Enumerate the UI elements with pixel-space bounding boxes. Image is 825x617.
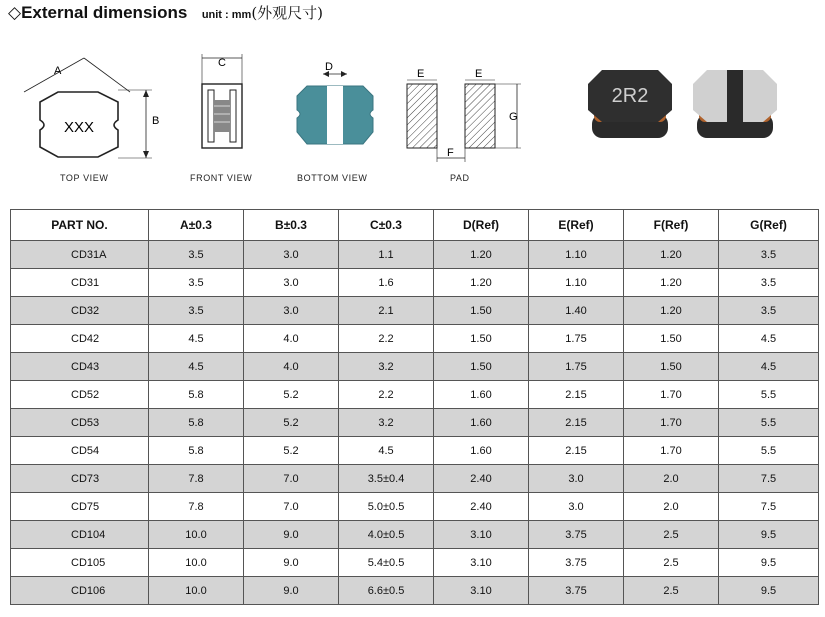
inductor-photo-electrodes: [685, 62, 785, 152]
cell-c: 5.0±0.5: [339, 493, 434, 521]
table-row: [11, 325, 819, 353]
cell-part: CD54: [11, 437, 149, 465]
cell-b: 5.2: [244, 381, 339, 409]
table-row: [11, 437, 819, 465]
cell-part: CD75: [11, 493, 149, 521]
cell-a: 5.8: [149, 437, 244, 465]
cell-f: 2.0: [624, 465, 719, 493]
cell-f: 1.70: [624, 437, 719, 465]
cell-d: 1.60: [434, 381, 529, 409]
table-header-row: [11, 210, 819, 241]
cell-a: 7.8: [149, 465, 244, 493]
cell-b: 5.2: [244, 437, 339, 465]
cell-d: 1.50: [434, 297, 529, 325]
cell-e: 1.10: [529, 241, 624, 269]
cell-a: 10.0: [149, 521, 244, 549]
cell-c: 1.1: [339, 241, 434, 269]
cell-f: 2.5: [624, 521, 719, 549]
cell-d: 3.10: [434, 549, 529, 577]
cell-c: 3.2: [339, 409, 434, 437]
cell-g: 4.5: [719, 353, 819, 381]
bottom-view-caption: BOTTOM VIEW: [297, 173, 368, 183]
cell-e: 3.75: [529, 577, 624, 605]
cell-b: 9.0: [244, 577, 339, 605]
table-row: [11, 521, 819, 549]
table-row: [11, 269, 819, 297]
header-f: F(Ref): [624, 210, 719, 241]
label-a: A: [54, 65, 62, 77]
cell-g: 9.5: [719, 577, 819, 605]
cell-d: 1.50: [434, 325, 529, 353]
cell-a: 4.5: [149, 325, 244, 353]
cell-e: 1.75: [529, 325, 624, 353]
inductor-photo-marked: [580, 62, 680, 152]
cell-part: CD106: [11, 577, 149, 605]
cell-f: 1.20: [624, 269, 719, 297]
label-d: D: [325, 61, 333, 73]
cell-b: 7.0: [244, 465, 339, 493]
cell-c: 2.2: [339, 325, 434, 353]
table-row: [11, 241, 819, 269]
cell-c: 6.6±0.5: [339, 577, 434, 605]
label-f: F: [447, 147, 454, 159]
table-row: [11, 381, 819, 409]
label-e2: E: [475, 68, 483, 80]
title-text: ◇External dimensions: [8, 3, 188, 22]
cell-c: 5.4±0.5: [339, 549, 434, 577]
label-c: C: [218, 57, 226, 69]
cell-g: 4.5: [719, 325, 819, 353]
cell-a: 10.0: [149, 549, 244, 577]
header-g: G(Ref): [719, 210, 819, 241]
cell-a: 7.8: [149, 493, 244, 521]
pad-drawing: [395, 66, 535, 166]
cell-d: 1.60: [434, 409, 529, 437]
cell-g: 3.5: [719, 269, 819, 297]
cell-g: 7.5: [719, 465, 819, 493]
cell-f: 1.70: [624, 381, 719, 409]
cell-g: 7.5: [719, 493, 819, 521]
cell-g: 3.5: [719, 297, 819, 325]
table-row: [11, 549, 819, 577]
cell-part: CD73: [11, 465, 149, 493]
unit-cn-label: (外观尺寸): [251, 4, 324, 22]
header-c: C±0.3: [339, 210, 434, 241]
cell-part: CD42: [11, 325, 149, 353]
cell-part: CD104: [11, 521, 149, 549]
label-e1: E: [417, 68, 425, 80]
cell-g: 5.5: [719, 409, 819, 437]
cell-c: 2.2: [339, 381, 434, 409]
cell-e: 1.40: [529, 297, 624, 325]
cell-c: 1.6: [339, 269, 434, 297]
table-row: [11, 297, 819, 325]
unit-label: unit : mm: [201, 9, 252, 21]
label-g: G: [509, 111, 518, 123]
front-view-caption: FRONT VIEW: [190, 173, 253, 183]
cell-d: 1.20: [434, 269, 529, 297]
header-d: D(Ref): [434, 210, 529, 241]
cell-part: CD43: [11, 353, 149, 381]
cell-d: 2.40: [434, 465, 529, 493]
cell-b: 7.0: [244, 493, 339, 521]
cell-c: 3.2: [339, 353, 434, 381]
cell-b: 3.0: [244, 269, 339, 297]
cell-c: 4.0±0.5: [339, 521, 434, 549]
cell-b: 9.0: [244, 549, 339, 577]
cell-f: 1.20: [624, 297, 719, 325]
cell-a: 5.8: [149, 381, 244, 409]
cell-part: CD32: [11, 297, 149, 325]
cell-g: 9.5: [719, 521, 819, 549]
cell-c: 3.5±0.4: [339, 465, 434, 493]
cell-g: 9.5: [719, 549, 819, 577]
cell-d: 1.60: [434, 437, 529, 465]
cell-e: 2.15: [529, 437, 624, 465]
cell-d: 1.20: [434, 241, 529, 269]
cell-d: 1.50: [434, 353, 529, 381]
cell-f: 1.50: [624, 353, 719, 381]
header-e: E(Ref): [529, 210, 624, 241]
cell-a: 3.5: [149, 241, 244, 269]
dimension-diagrams: [0, 40, 825, 200]
cell-b: 3.0: [244, 297, 339, 325]
table-row: [11, 353, 819, 381]
cell-d: 3.10: [434, 521, 529, 549]
cell-c: 2.1: [339, 297, 434, 325]
pad-caption: PAD: [450, 173, 470, 183]
page-title: [8, 2, 323, 24]
cell-part: CD31: [11, 269, 149, 297]
bottom-view-drawing: [285, 58, 385, 158]
cell-b: 4.0: [244, 325, 339, 353]
photo-marking: 2R2: [611, 85, 649, 107]
cell-g: 5.5: [719, 381, 819, 409]
cell-a: 10.0: [149, 577, 244, 605]
table-row: [11, 577, 819, 605]
cell-g: 3.5: [719, 241, 819, 269]
cell-d: 3.10: [434, 577, 529, 605]
cell-f: 1.70: [624, 409, 719, 437]
header-a: A±0.3: [149, 210, 244, 241]
cell-a: 3.5: [149, 297, 244, 325]
cell-e: 3.75: [529, 521, 624, 549]
cell-f: 2.0: [624, 493, 719, 521]
table-row: [11, 465, 819, 493]
table-row: [11, 409, 819, 437]
front-view-drawing: [190, 52, 260, 162]
dimensions-table: [10, 209, 819, 605]
cell-e: 3.0: [529, 465, 624, 493]
cell-d: 2.40: [434, 493, 529, 521]
header-b: B±0.3: [244, 210, 339, 241]
cell-f: 1.50: [624, 325, 719, 353]
cell-e: 3.0: [529, 493, 624, 521]
cell-f: 1.20: [624, 241, 719, 269]
cell-e: 2.15: [529, 381, 624, 409]
cell-b: 4.0: [244, 353, 339, 381]
cell-a: 4.5: [149, 353, 244, 381]
top-view-drawing: [18, 52, 168, 172]
cell-part: CD31A: [11, 241, 149, 269]
cell-c: 4.5: [339, 437, 434, 465]
cell-part: CD52: [11, 381, 149, 409]
cell-a: 3.5: [149, 269, 244, 297]
header-part-no: PART NO.: [11, 210, 149, 241]
top-view-caption: TOP VIEW: [60, 173, 109, 183]
cell-e: 2.15: [529, 409, 624, 437]
table-row: [11, 493, 819, 521]
top-view-marking: XXX: [63, 119, 95, 136]
cell-e: 1.75: [529, 353, 624, 381]
cell-b: 3.0: [244, 241, 339, 269]
label-b: B: [152, 115, 160, 127]
cell-b: 9.0: [244, 521, 339, 549]
cell-g: 5.5: [719, 437, 819, 465]
cell-e: 3.75: [529, 549, 624, 577]
cell-e: 1.10: [529, 269, 624, 297]
cell-b: 5.2: [244, 409, 339, 437]
cell-f: 2.5: [624, 549, 719, 577]
cell-a: 5.8: [149, 409, 244, 437]
cell-f: 2.5: [624, 577, 719, 605]
cell-part: CD105: [11, 549, 149, 577]
cell-part: CD53: [11, 409, 149, 437]
